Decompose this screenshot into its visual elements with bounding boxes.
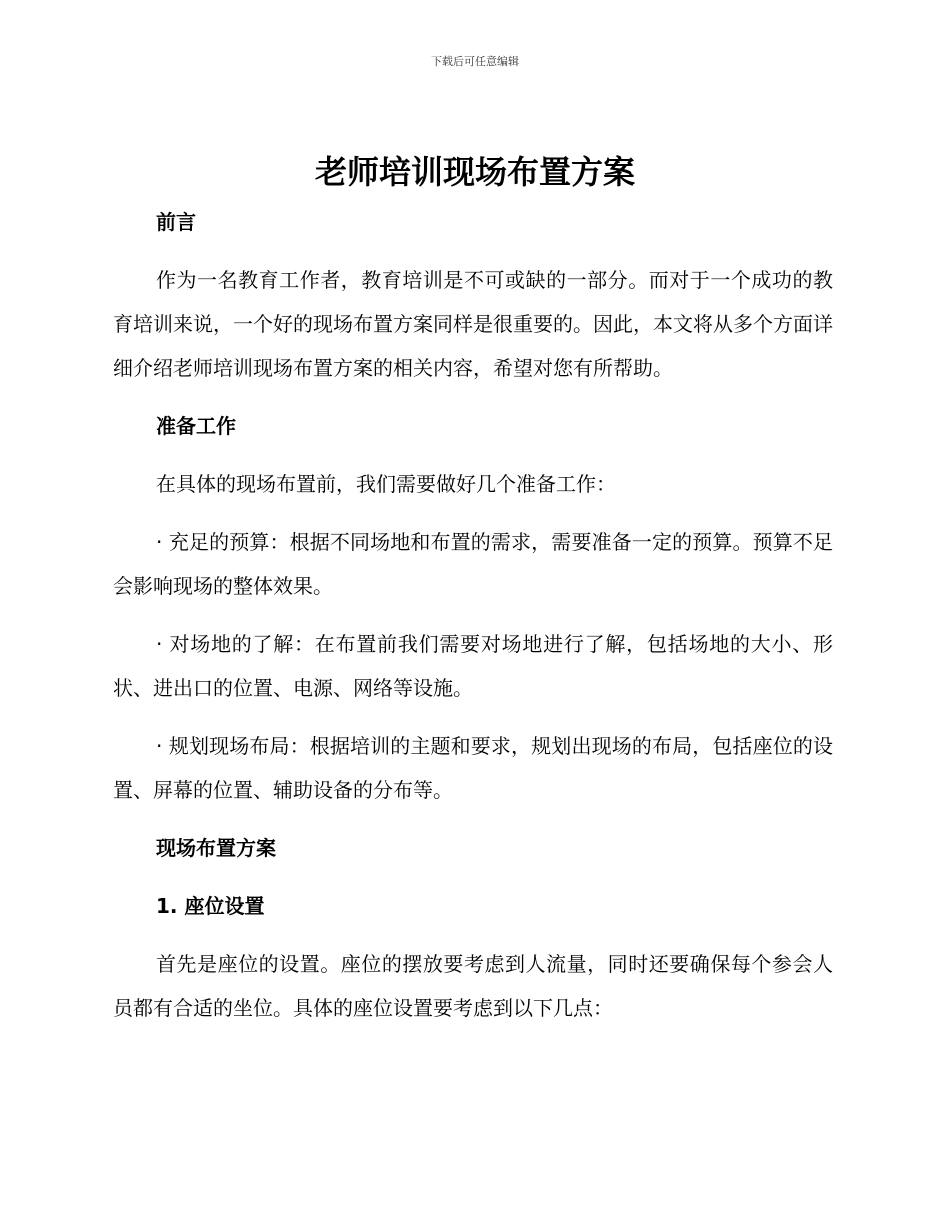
preface-paragraph: 作为一名教育工作者，教育培训是不可或缺的一部分。而对于一个成功的教育培训来说，一个好的现场布置方案同样是很重要的。因此，本文将从多个方面详细介绍老师培训现场布置方案的相关内容，希望对您有所帮助。 [113, 268, 833, 380]
subsection-heading-seating: 1. 座位设置 [156, 894, 265, 918]
document-title: 老师培训现场布置方案 [314, 153, 635, 191]
section-heading-preparation: 准备工作 [156, 414, 236, 438]
preparation-intro: 在具体的现场布置前，我们需要做好几个准备工作： [156, 472, 616, 496]
seating-paragraph: 首先是座位的设置。座位的摆放要考虑到人流量，同时还要确保每个参会人员都有合适的坐位。具体的座位设置要考虑到以下几点： [113, 952, 833, 1020]
section-heading-layout-plan: 现场布置方案 [156, 836, 276, 860]
section-heading-preface: 前言 [156, 210, 196, 234]
preparation-item-budget: · 充足的预算：根据不同场地和布置的需求，需要准备一定的预算。预算不足会影响现场的整体效果。 [113, 530, 833, 598]
preparation-item-layout: · 规划现场布局：根据培训的主题和要求，规划出现场的布局，包括座位的设置、屏幕的位置、辅助设备的分布等。 [113, 734, 833, 802]
preparation-item-venue: · 对场地的了解：在布置前我们需要对场地进行了解，包括场地的大小、形状、进出口的位置、电源、网络等设施。 [113, 632, 833, 700]
document-body [113, 200, 833, 1044]
page-header-note: 下载后可任意编辑 [431, 55, 519, 68]
